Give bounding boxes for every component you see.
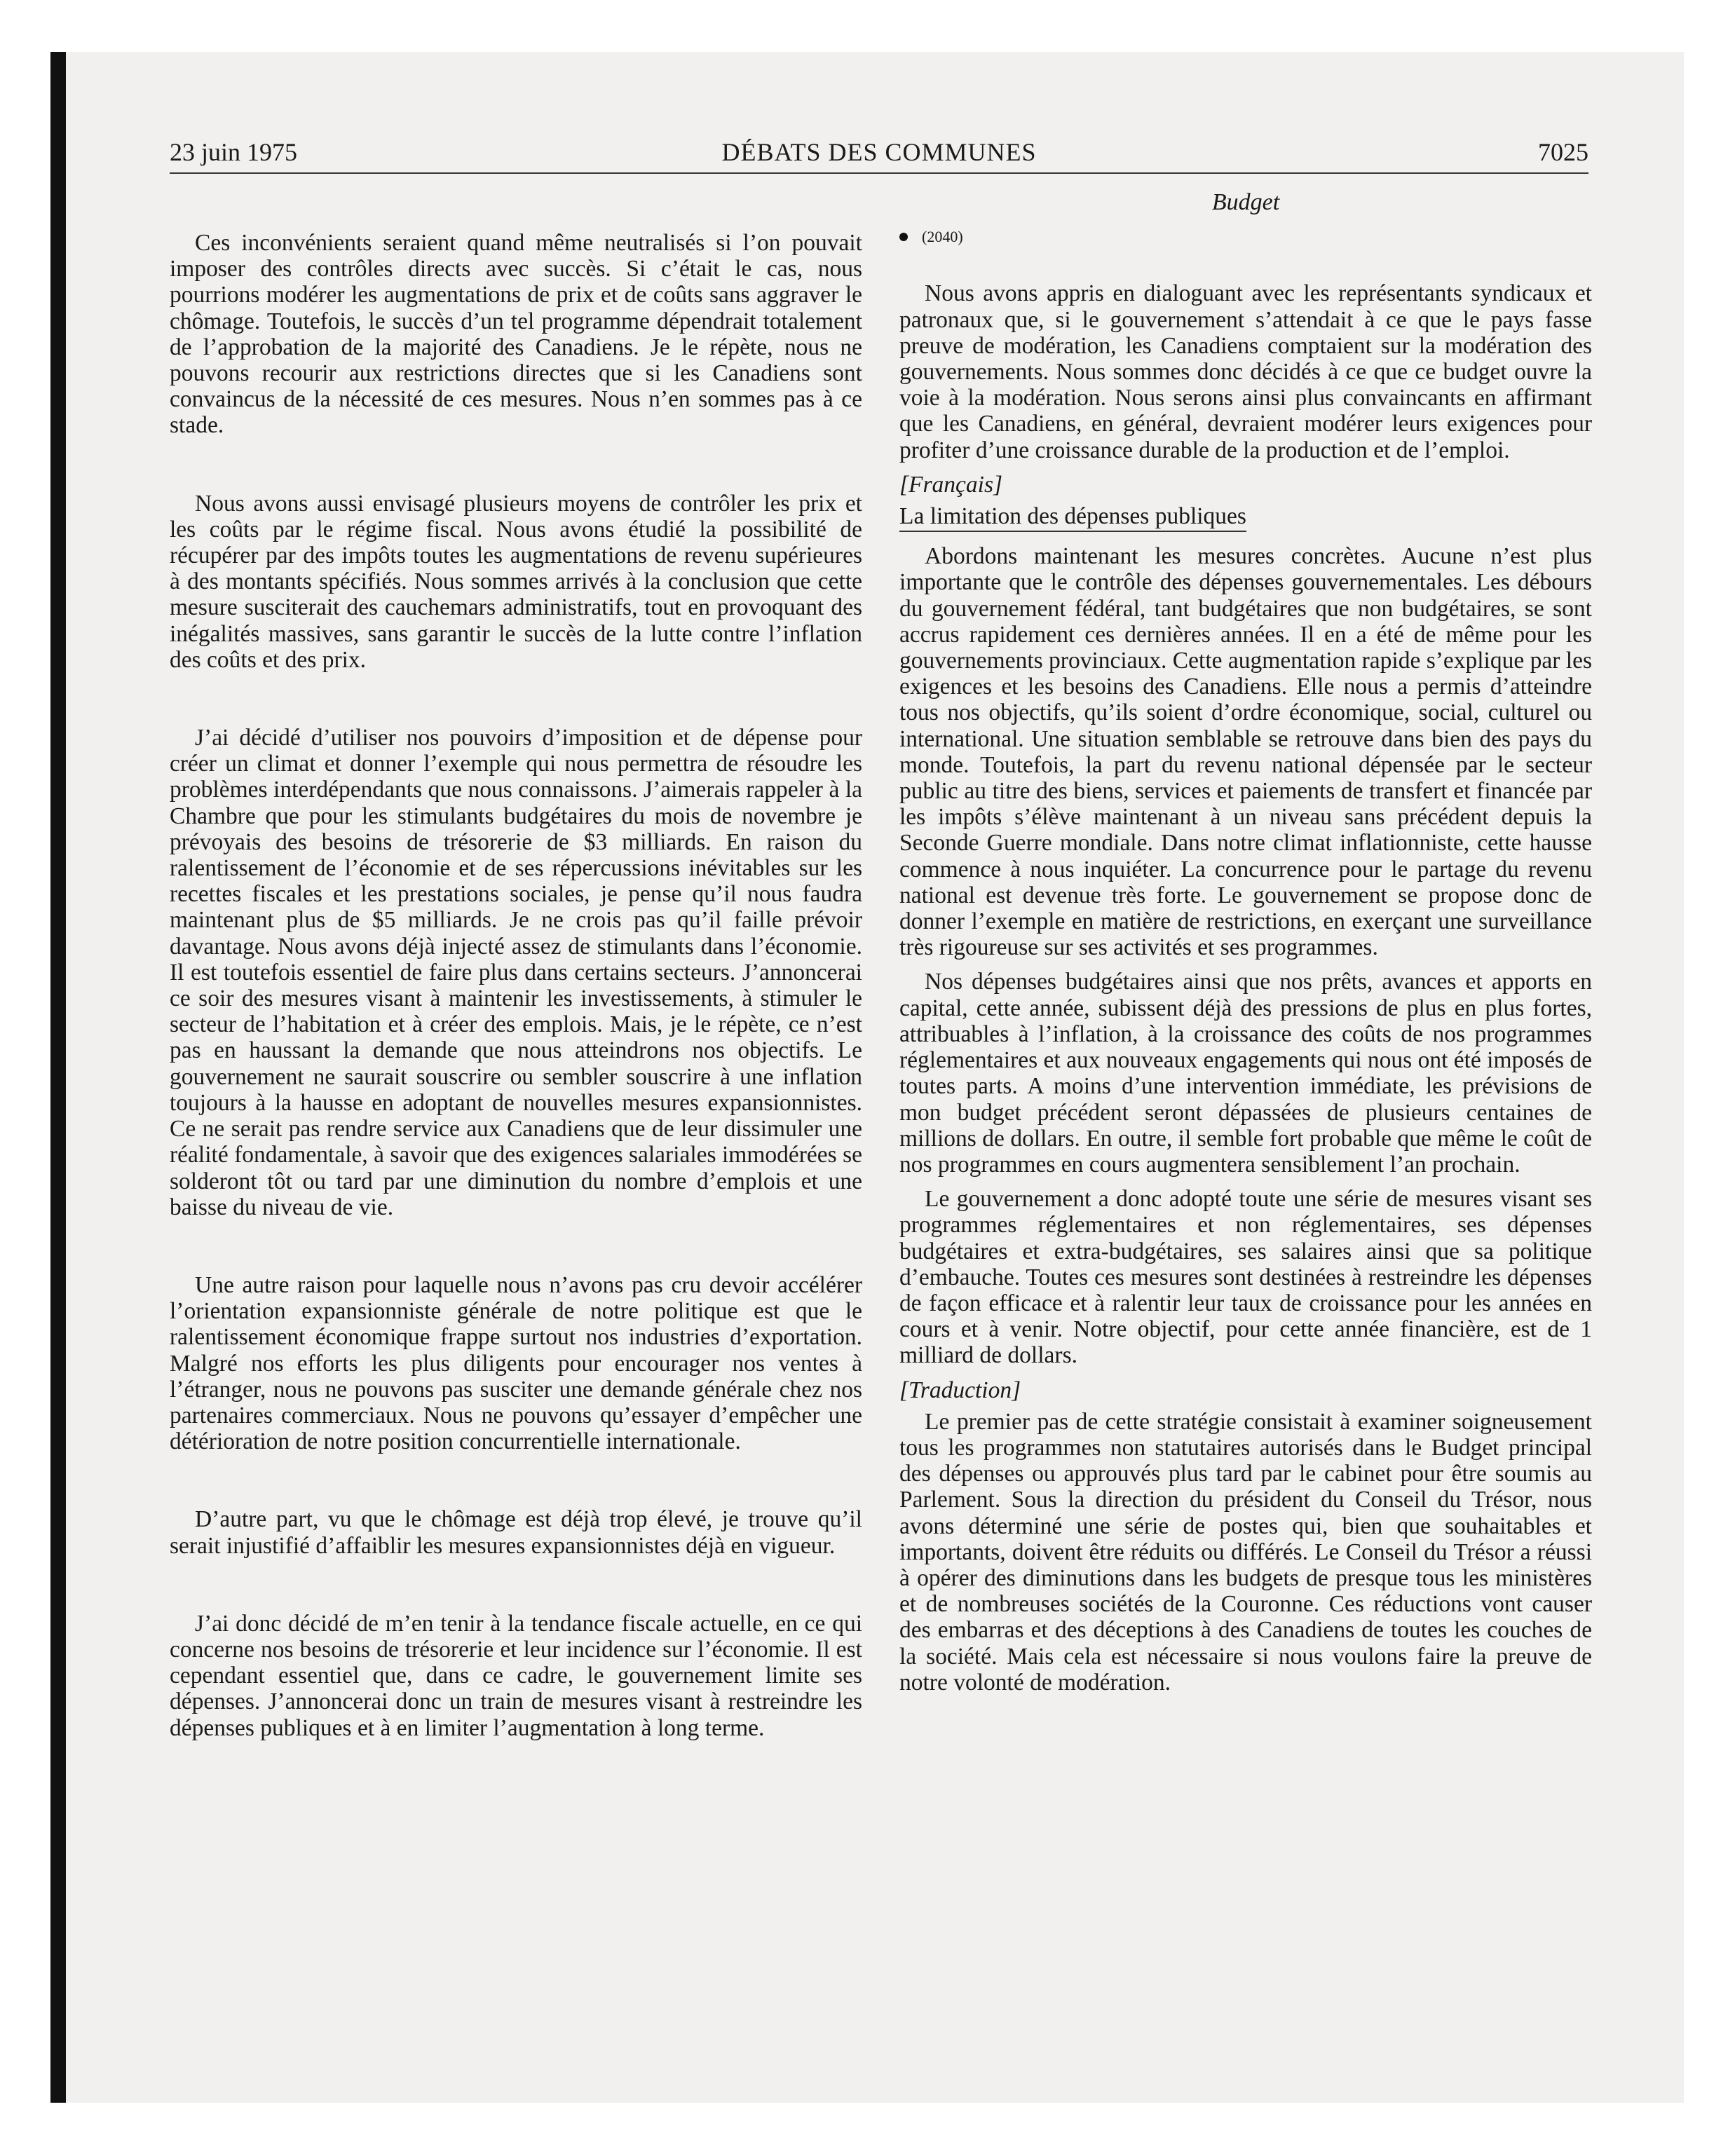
running-head: Budget xyxy=(1211,189,1280,215)
language-tag: [Français] xyxy=(899,471,1003,498)
header-title: DÉBATS DES COMMUNES xyxy=(721,138,1037,166)
paragraph: Le premier pas de cette stratégie consistait à examiner soigneusement tous les programmes non statutaires autorisés dans le Budget principal des dépenses ou approuvés plus tard par le cabinet pour être soumis au Parlement. Sous la direction du président du Conseil du Trésor, nous avons déterminé une série de postes qui, bien que souhaitables et importants, doivent être réduits ou différés. Le Conseil du Trésor a réussi à opérer des diminutions dans les budgets de presque tous les ministères et de nombreuses sociétés de la Couronne. Ces réductions vont causer des embarras et des déceptions à des Canadiens de toutes les couches de la société. Mais cela est nécessaire si nous voulons faire la preuve de notre volonté de modération. xyxy=(899,1408,1592,1696)
paragraph: Abordons maintenant les mesures concrètes. Aucune n’est plus importante que le contrôle des dépenses gouvernementales. Les débours du gouvernement fédéral, tant budgétaires que non budgétaires, se sont accrus rapidement ces dernières années. Il en a été de même pour les gouvernements provinciaux. Cette augmentation rapide s’explique par les exigences et les besoins des Canadiens. Elle nous a permis d’atteindre tous nos objectifs, qu’ils soient d’ordre économique, social, culturel ou international. Une situation semblable se retrouve dans bien des pays du monde. Toutefois, la part du revenu national dépensée par le secteur public au titre des biens, services et paiements de transfert et financée par les impôts s’élève maintenant à un niveau sans précédent depuis la Seconde Guerre mondiale. Dans notre climat inflationniste, cette hausse commence à nous inquiéter. La concurrence pour le partage du revenu national est devenue très forte. Le gouvernement se propose donc de donner l’exemple en matière de restrictions, en exerçant une surveillance très rigoureuse sur ses activités et ses programmes. xyxy=(899,543,1592,961)
page-header xyxy=(170,137,1588,174)
bullet-dot-icon xyxy=(899,233,908,241)
header-date: 23 juin 1975 xyxy=(170,138,298,166)
paragraph: Nous avons appris en dialoguant avec les représentants syndicaux et patronaux que, si le gouvernement s’attendait à ce que le pays fasse preuve de modération, les Canadiens comptaient sur la modération des gouvernements. Nous sommes donc décidés à ce que ce budget ouvre la voie à la modération. Nous serons ainsi plus convaincants en affirmant que les Canadiens, en général, devraient modérer leurs exigences pour profiter d’une croissance durable de la production et de l’emploi. xyxy=(899,280,1592,463)
time-stamp-text: (2040) xyxy=(922,228,963,246)
paragraph: Nos dépenses budgétaires ainsi que nos prêts, avances et apports en capital, cette année, subissent déjà des pressions de plus en plus fortes, attribuables à l’inflation, à la croissance des coûts de nos programmes réglementaires et aux nouveaux engagements qui nous ont été imposés de toutes parts. A moins d’une intervention immédiate, les prévisions de mon budget précédent seront dépassées de plusieurs centaines de millions de dollars. En outre, il semble fort probable que même le coût de nos programmes en cours augmentera sensiblement l’an prochain. xyxy=(899,969,1592,1178)
paragraph: D’autre part, vu que le chômage est déjà trop élevé, je trouve qu’il serait injustifié d’affaiblir les mesures expansionnistes déjà en vigueur. xyxy=(170,1506,862,1559)
time-stamp xyxy=(899,224,1592,250)
paragraph: Nous avons aussi envisagé plusieurs moyens de contrôler les prix et les coûts par le régime fiscal. Nous avons étudié la possibilité de récupérer par des impôts toutes les augmentations de revenu supérieures à des montants spécifiés. Nous sommes arrivés à la conclusion que cette mesure susciterait des cauchemars administratifs, tout en provoquant des inégalités massives, sans garantir le succès de la lutte contre l’inflation des coûts et des prix. xyxy=(170,490,862,673)
paragraph: Une autre raison pour laquelle nous n’avons pas cru devoir accélérer l’orientation expansionniste générale de notre politique est que le ralentissement économique frappe surtout nos industries d’exportation. Malgré nos efforts les plus diligents pour encourager nos ventes à l’étranger, nous ne pouvons pas susciter une demande générale chez nos partenaires commerciaux. Nous ne pouvons qu’essayer d’empêcher une détérioration de notre position concurrentielle internationale. xyxy=(170,1271,862,1455)
paragraph: J’ai donc décidé de m’en tenir à la tendance fiscale actuelle, en ce qui concerne nos besoins de trésorerie et leur incidence sur l’économie. Il est cependant essentiel que, dans ce cadre, le gouvernement limite ses dépenses. J’annoncerai donc un train de mesures visant à restreindre les dépenses publiques et à en limiter l’augmentation à long terme. xyxy=(170,1610,862,1741)
language-tag: [Traduction] xyxy=(899,1377,1021,1403)
paragraph: Le gouvernement a donc adopté toute une série de mesures visant ses programmes réglementaires et non réglementaires, ses dépenses budgétaires et extra-budgétaires, ses salaires ainsi que sa politique d’embauche. Toutes ces mesures sont destinées à restreindre les dépenses de façon efficace et à ralentir leur taux de croissance pour les années en cours et à venir. Notre objectif, pour cette année financière, est de 1 milliard de dollars. xyxy=(899,1186,1592,1369)
right-column xyxy=(899,189,1592,1704)
section-subheading: La limitation des dépenses publiques xyxy=(899,503,1246,532)
paragraph: J’ai décidé d’utiliser nos pouvoirs d’imposition et de dépense pour créer un climat et donner l’exemple qui nous permettra de résoudre les problèmes interdépendants que nous connaissons. J’aimerais rappeler à la Chambre que pour les stimulants budgétaires du mois de novembre je prévoyais des besoins de trésorerie de $3 milliards. En raison du ralentissement de l’économie et de ses répercussions inévitables sur les recettes fiscales et les prestations sociales, je pense qu’il nous faudra maintenant plus de $5 milliards. Je ne crois pas qu’il faille prévoir davantage. Nous avons déjà injecté assez de stimulants dans l’économie. Il est toutefois essentiel de faire plus dans certains secteurs. J’annoncerai ce soir des mesures visant à maintenir les investissements, à stimuler le secteur de l’habitation et à créer des emplois. Mais, je le répète, ce n’est pas en haussant la demande que nous atteindrons nos objectifs. Le gouvernement ne saurait souscrire ou sembler souscrire à une inflation toujours à la hausse en adoptant de nouvelles mesures expansionnistes. Ce ne serait pas rendre service aux Canadiens que de leur dissimuler une réalité fondamentale, à savoir que des exigences salariales immodérées se solderont tôt ou tard par une diminution du nombre d’emplois et une baisse du niveau de vie. xyxy=(170,725,862,1220)
left-column xyxy=(170,189,862,1793)
header-page-number: 7025 xyxy=(1538,138,1588,166)
paragraph: Ces inconvénients seraient quand même neutralisés si l’on pouvait imposer des contrôles directs avec succès. Si c’était le cas, nous pourrions modérer les augmentations de prix et de coûts sans aggraver le chômage. Toutefois, le succès d’un tel programme dépendrait totalement de l’approbation de la majorité des Canadiens. Je le répète, nous ne pouvons recourir aux restrictions directes que si les Canadiens sont convaincus de la nécessité de ces mesures. Nous n’en sommes pas à ce stade. xyxy=(170,230,862,439)
scan-edge-bar xyxy=(50,52,66,2103)
